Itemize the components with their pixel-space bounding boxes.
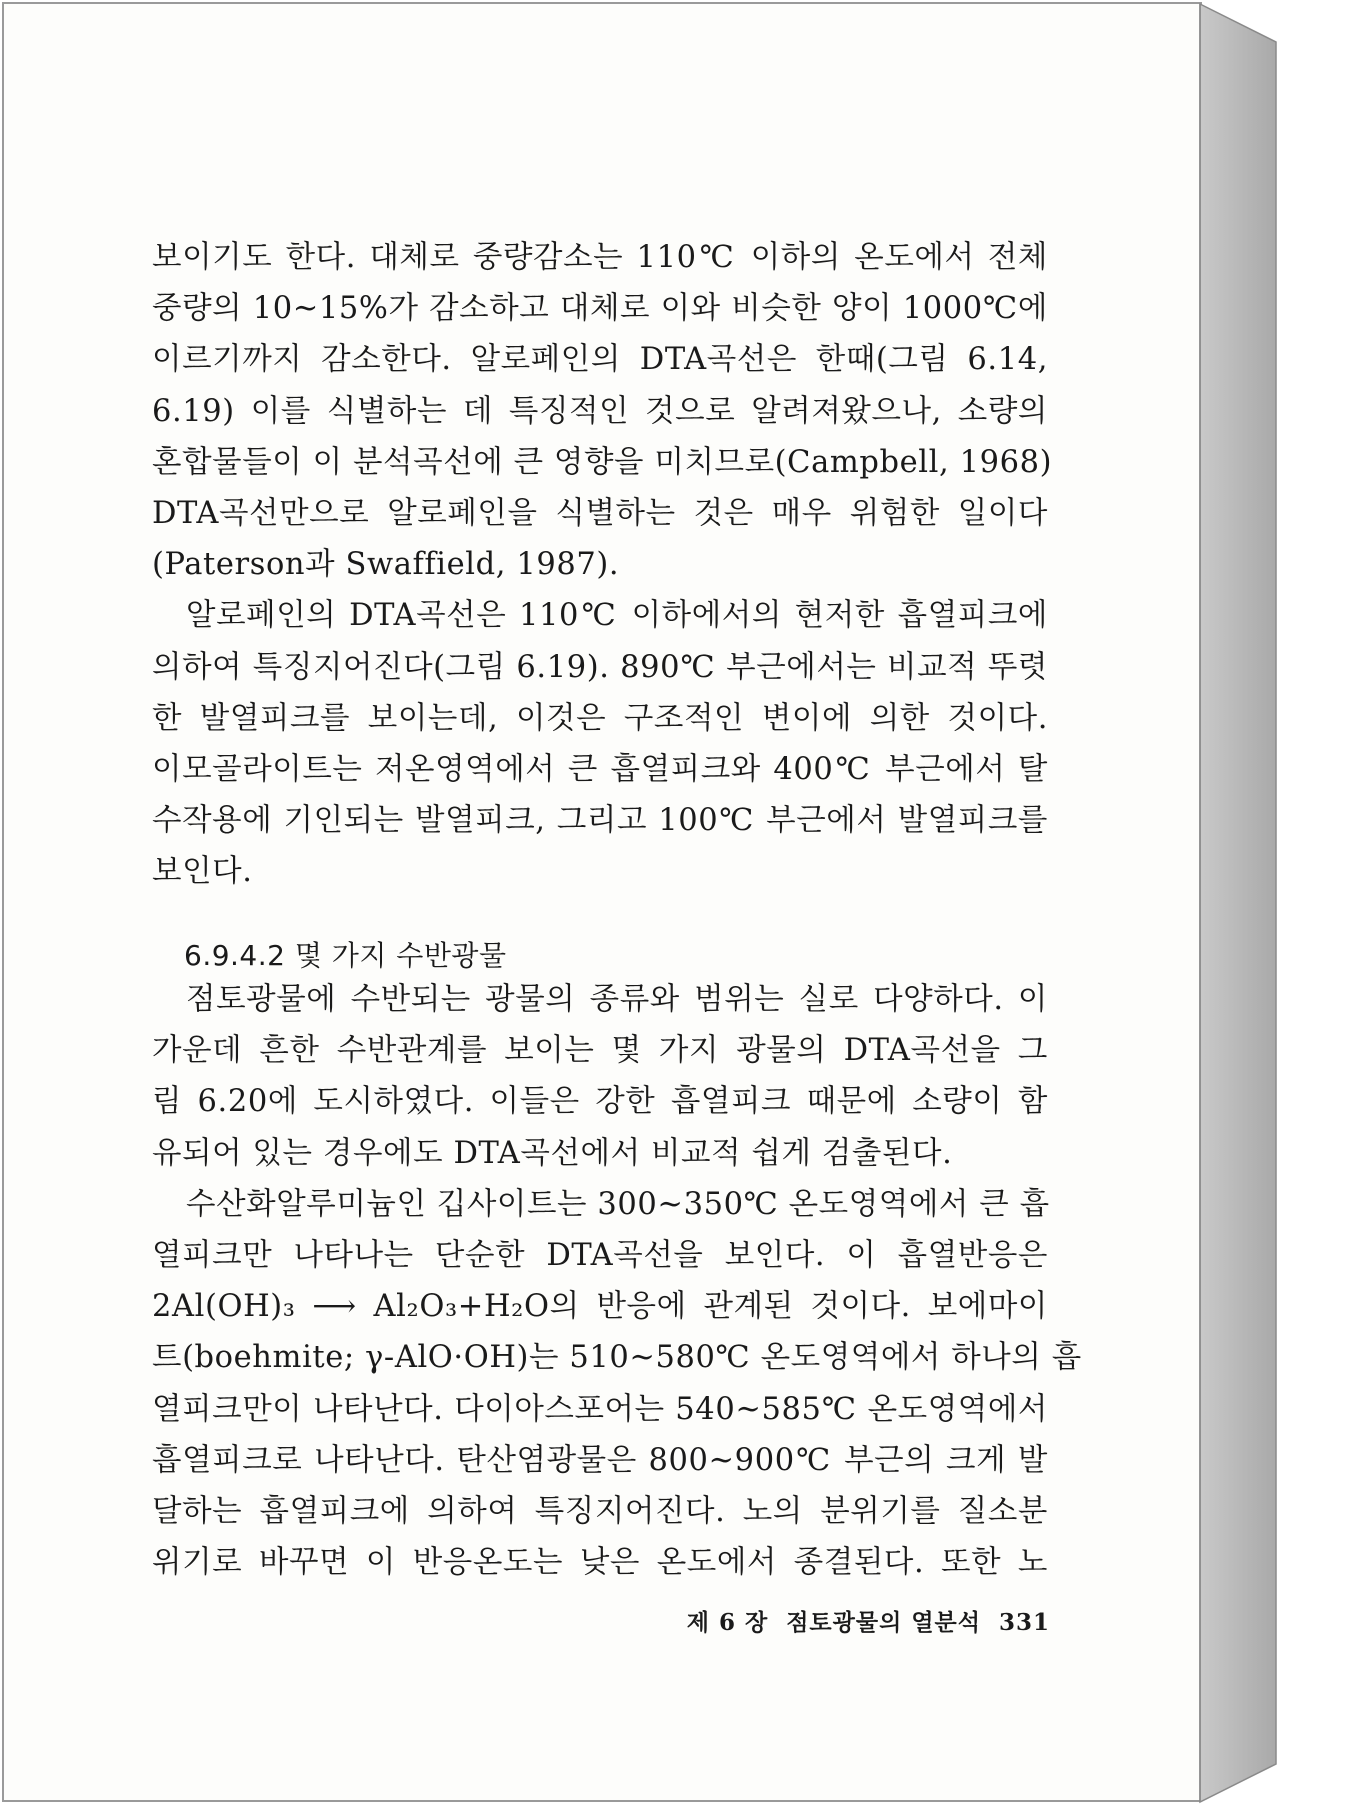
text-line: 의하여 특징지어진다(그림 6.19). 890℃ 부근에서는 비교적 뚜렷 <box>152 649 1048 685</box>
text-line: 열피크만 나타나는 단순한 DTA곡선을 보인다. 이 흡열반응은 <box>152 1237 1048 1273</box>
chapter-title: 점토광물의 열분석 <box>786 1609 981 1636</box>
text-line: 보인다. <box>152 854 253 890</box>
section-heading: 6.9.4.2 몇 가지 수반광물 <box>184 939 507 972</box>
text-line: 이르기까지 감소한다. 알로페인의 DTA곡선은 한때(그림 6.14, <box>152 342 1048 378</box>
text-line: DTA곡선만으로 알로페인을 식별하는 것은 매우 위험한 일이다 <box>152 495 1048 531</box>
body-text <box>152 232 1053 897</box>
text-line: 유되어 있는 경우에도 DTA곡선에서 비교적 쉽게 검출된다. <box>152 1135 953 1171</box>
body-text-section <box>152 974 1082 1588</box>
text-line: 흡열피크로 나타난다. 탄산염광물은 800~900℃ 부근의 크게 발 <box>152 1442 1048 1478</box>
text-line: 혼합물들이 이 분석곡선에 큰 영향을 미치므로(Campbell, 1968) <box>152 444 1053 480</box>
page-footer <box>640 1604 1050 1637</box>
text-line: 6.19) 이를 식별하는 데 특징적인 것으로 알려져왔으나, 소량의 <box>152 393 1048 429</box>
text-line: 중량의 10~15%가 감소하고 대체로 이와 비슷한 양이 1000℃에 <box>152 291 1048 327</box>
text-line: 이모골라이트는 저온영역에서 큰 흡열피크와 400℃ 부근에서 탈 <box>152 751 1048 787</box>
text-line: 수작용에 기인되는 발열피크, 그리고 100℃ 부근에서 발열피크를 <box>152 803 1048 839</box>
text-line: 수산화알루미늄인 깁사이트는 300~350℃ 온도영역에서 큰 흡 <box>186 1186 1050 1222</box>
text-line: 열피크만이 나타난다. 다이아스포어는 540~585℃ 온도영역에서 <box>152 1391 1048 1427</box>
text-line: 점토광물에 수반되는 광물의 종류와 범위는 실로 다양하다. 이 <box>186 982 1048 1017</box>
text-line: 위기로 바꾸면 이 반응온도는 낮은 온도에서 종결된다. 또한 노 <box>152 1545 1048 1581</box>
text-line: 달하는 흡열피크에 의하여 특징지어진다. 노의 분위기를 질소분 <box>152 1493 1048 1529</box>
text-line: (Paterson과 Swaffield, 1987). <box>152 547 620 583</box>
text-line: 알로페인의 DTA곡선은 110℃ 이하에서의 현저한 흡열피크에 <box>186 598 1048 634</box>
text-line: 보이기도 한다. 대체로 중량감소는 110℃ 이하의 온도에서 전체 <box>152 240 1048 275</box>
text-line: 한 발열피크를 보이는데, 이것은 구조적인 변이에 의한 것이다. <box>152 700 1048 736</box>
chapter-label: 제 6 장 <box>686 1609 769 1636</box>
text-line: 트(boehmite; γ-AlO·OH)는 510~580℃ 온도영역에서 하나의 흡 <box>152 1340 1082 1376</box>
text-line: 가운데 흔한 수반관계를 보이는 몇 가지 광물의 DTA곡선을 그 <box>152 1033 1048 1069</box>
page-number: 331 <box>998 1609 1050 1636</box>
text-line: 2Al(OH)₃ ⟶ Al₂O₃+H₂O의 반응에 관계된 것이다. 보에마이 <box>152 1289 1048 1325</box>
text-line: 림 6.20에 도시하였다. 이들은 강한 흡열피크 때문에 소량이 함 <box>152 1084 1048 1120</box>
